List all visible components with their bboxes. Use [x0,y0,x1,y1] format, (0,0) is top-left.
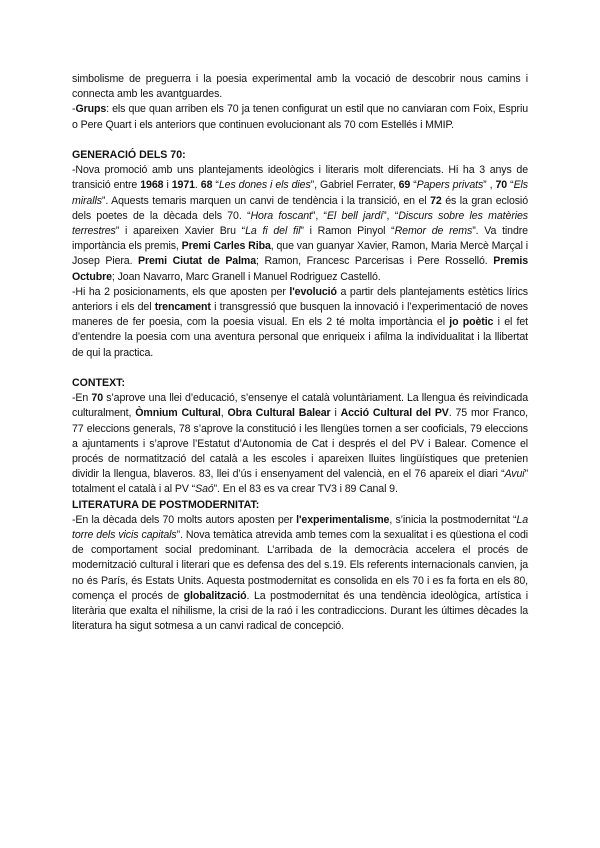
generacio-paragraph-1: -Nova promoció amb uns plantejaments ideològics i literaris molt diferenciats. Hi ha 3 anys de transició entre 1968 i 1971. 68 “Les dones i els dies”, Gabriel Ferrater, 69 “Papers privats” , 70 “Els miralls”. Aquests temaris marquen un canvi de tendència i la transició, en el 72 és la gran eclosió dels poetes de la dècada dels 70. “Hora foscant”, “El bell jardí”, “Discurs sobre les matèries terrestres” i apareixen Xavier Bru “La fi del fil” i Ramon Pinyol “Remor de rems”. Va tindre importància els premis, Premi Carles Riba, que van guanyar Xavier, Ramon, Maria Mercè Marçal i Josep Piera. Premi Ciutat de Palma; Ramon, Francesc Parcerisas i Pere Rosselló. Premis Octubre; Joan Navarro, Marc Granell i Manuel Rodriguez Castelló. [72,164,528,283]
intro-paragraph-1: simbolisme de preguerra i la poesia experimental amb la vocació de descobrir nous camins i connecta amb les avantguardes. [72,73,528,101]
heading-context: CONTEXT: [72,377,125,390]
heading-postmodernitat: LITERATURA DE POSTMODERNITAT: [72,498,260,511]
context-paragraph-1: -En 70 s’aprove una llei d’educació, s’ensenye el català voluntàriament. La llengua és reivindicada culturalment, Òmnium Cultural, Obra Cultural Balear i Acció Cultural del PV. 75 mor Franco, 77 eleccions generals, 78 s’aprove la constitució i les llengües tornen a ser cooficials, 79 eleccions a ajuntaments i s’aprove l’Estatut d’Autonomia de Cat i després el del PV i Balear. Comence el procés de normatització del català a les escoles i apareixen lluites lingüístiques que pretenien dividir la llengua, blaveros. 83, llei d’ús i ensenyament del valencià, en el 76 apareix el diari “Avui” totalment el català i al PV “Saó”. En el 83 es va crear TV3 i 89 Canal 9. [72,392,529,496]
generacio-paragraph-2: -Hi ha 2 posicionaments, els que aposten per l'evolució a partir dels plantejaments estètics lírics anteriors i els del trencament i transgressió que busquen la innovació i l’experimentació de noves maneres de fer poesia, com la poesia visual. En els 2 té molta importància el jo poètic i el fet d’entendre la poesia com una aventura personal que enriqueix i afilma la individualitat i la llibertat de qui la practica. [72,285,529,359]
term-grups: Grups [75,103,107,116]
intro-paragraph-grups: -Grups: els que quan arriben els 70 ja tenen configurat un estil que no canviaran com Foix, Espriu o Pere Quart i els anteriors que continuen evolucionant als 70 com Estellés i MMIP. [72,103,528,131]
postmodernitat-paragraph-1: -En la dècada dels 70 molts autors aposten per l'experimentalisme, s’inicia la postmodernitat “La torre dels vicis capitals”. Nova temàtica atrevida amb temes com la sexualitat i es qüestiona el codi de comportament social predominant. L’arribada de la democràcia accelera el procés de modernització cultural i literari que es defensa des del s.19. Els referents internacionals canvien, ja no és París, és Estats Units. Aquesta postmodernitat es consolida en els 70 i es fa forta en els 80, comença el procés de globalització. La postmodernitat és una tendència ideològica, artística i literària que exalta el nihilisme, la crisi de la raó i les contradiccions. Durant les últimes dècades la literatura ha sigut sotmesa a un canvi radical de concepció. [72,513,529,633]
heading-generacio: GENERACIÓ DELS 70: [72,149,186,161]
